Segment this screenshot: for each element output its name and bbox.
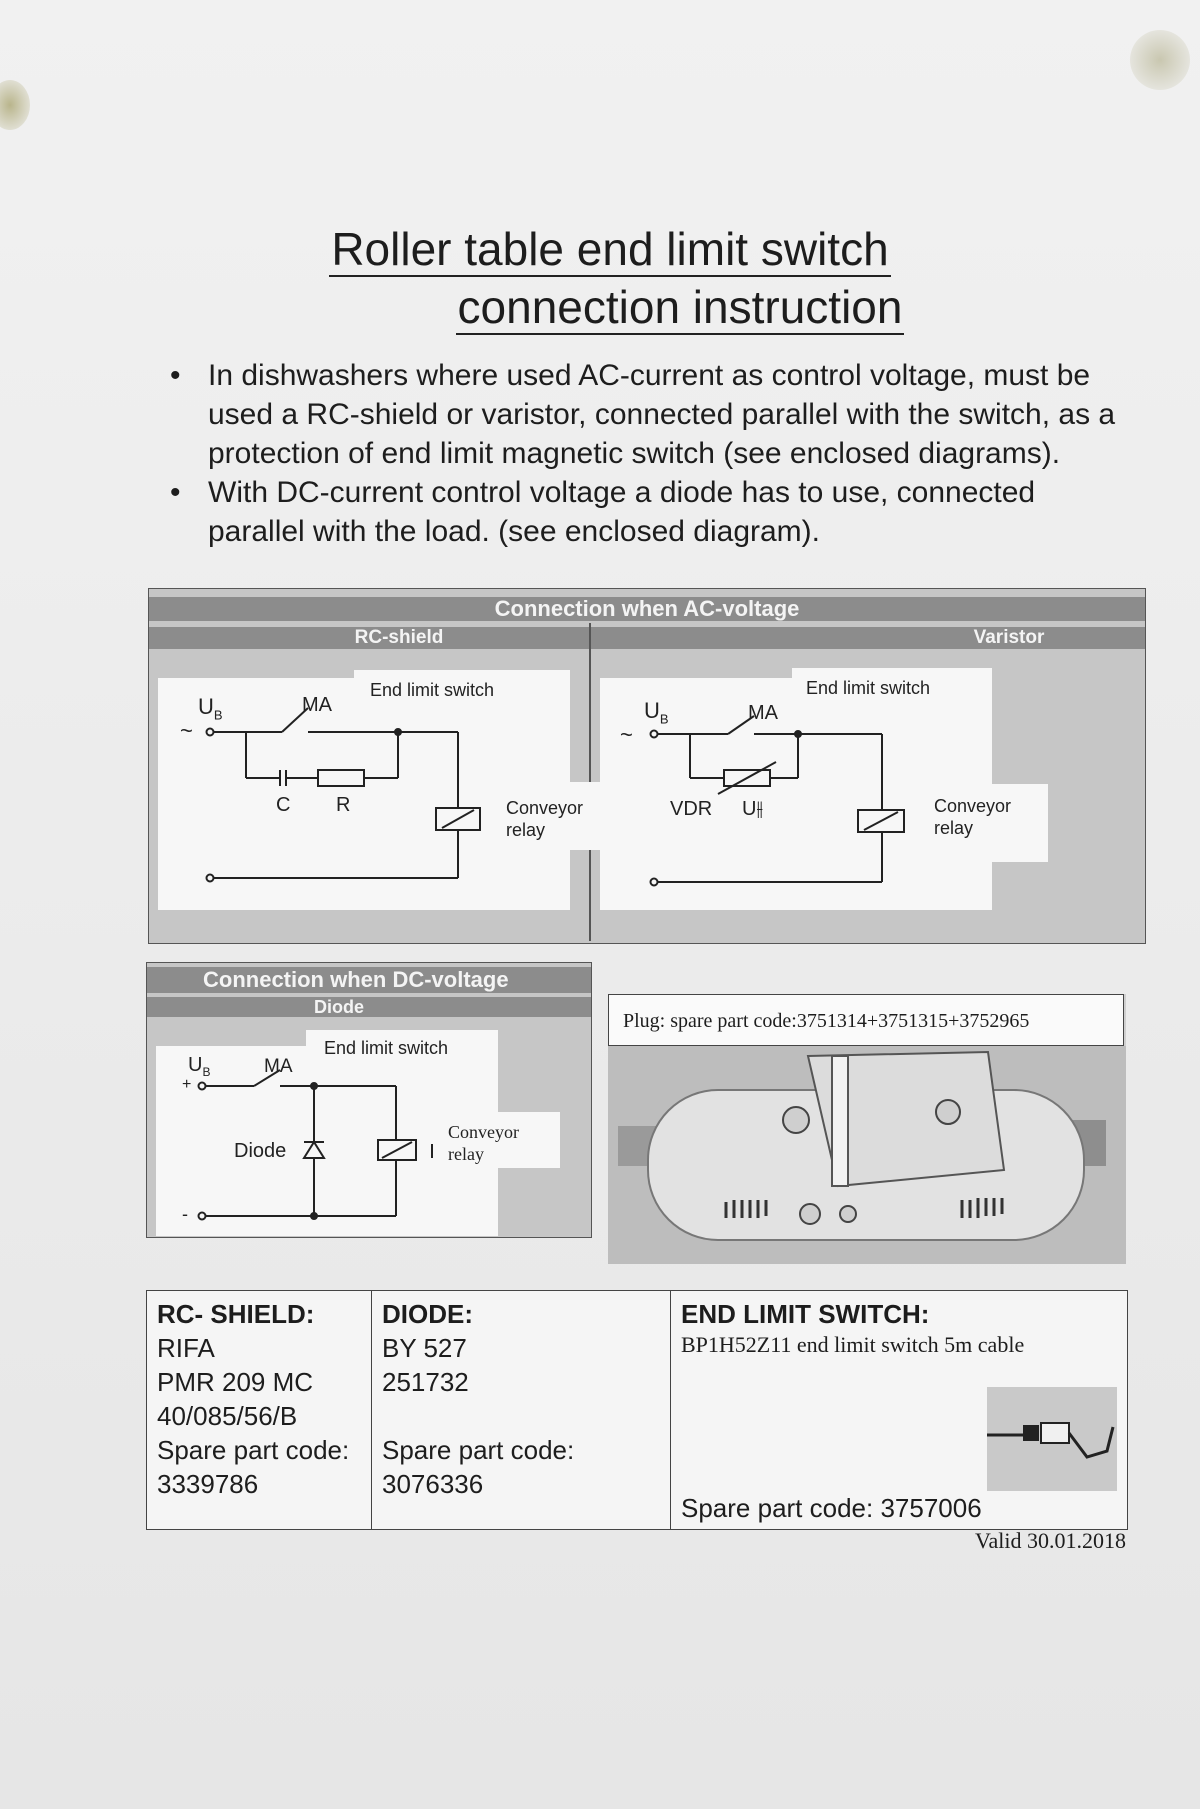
dc-minus: - — [182, 1204, 188, 1224]
varistor-heading: Varistor — [973, 627, 1045, 648]
dc-relay-label-2: relay — [448, 1144, 484, 1164]
varistor-switch-label: End limit switch — [806, 678, 931, 698]
bullet-ac: • In dishwashers where used AC-current as control voltage, must be used a RC-shield or varistor, connected parallel with the switch, as a protection of end limit magnetic switch (see enclosed diagrams). — [170, 356, 1130, 473]
rc-supply — [198, 694, 223, 722]
dc-supply-sub: B — [202, 1065, 211, 1079]
varistor-supply-sub: B — [659, 711, 669, 727]
title-text-1: Roller table end limit switch — [331, 223, 889, 275]
rc-supply-u: U — [198, 694, 214, 719]
dc-diode-label: Diode — [234, 1140, 287, 1162]
varistor-supply-u: U — [644, 698, 660, 723]
dc-heading: Connection when DC-voltage — [147, 967, 591, 993]
rc-shield-cell — [147, 1291, 372, 1530]
diode-cell — [372, 1291, 671, 1530]
rc-cap-label: C — [276, 794, 291, 816]
dc-contact-label: MA — [264, 1056, 293, 1077]
dc-sub: Diode — [147, 997, 591, 1017]
rc-res-label: R — [336, 794, 351, 816]
rc-heading: RC-shield — [354, 627, 444, 648]
diode-spacer — [382, 1399, 660, 1433]
plug-caption: Plug: spare part code:3751314+3751315+3752965 — [608, 994, 1124, 1046]
document-title-line2 — [0, 278, 1200, 336]
varistor-contact-label: MA — [748, 702, 778, 724]
diode-l2: 251732 — [382, 1367, 469, 1397]
instruction-list — [170, 356, 1130, 551]
diode-l1: BY 527 — [382, 1333, 467, 1363]
varistor-u-label: U⫲ — [742, 798, 763, 820]
end-limit-switch-desc: BP1H52Z11 end limit switch 5m cable — [681, 1332, 1025, 1357]
varistor-relay-label: Conveyor — [934, 796, 1012, 816]
rc-shield-l1: RIFA — [157, 1333, 215, 1363]
table-row — [147, 1291, 1128, 1530]
rc-shield-l3: 40/085/56/B — [157, 1401, 298, 1431]
title-text-2: connection instruction — [457, 281, 903, 333]
rc-shield-l2: PMR 209 MC — [157, 1367, 314, 1397]
rc-circuit — [158, 678, 598, 910]
rc-contact-label: MA — [302, 694, 332, 716]
dc-supply-u: U — [188, 1054, 203, 1076]
parts-table — [146, 1290, 1128, 1530]
diode-code: 3076336 — [382, 1469, 484, 1499]
end-limit-switch-cell — [671, 1291, 1128, 1530]
rc-supply-sub: B — [213, 707, 223, 723]
dc-relay-label: Conveyor — [448, 1122, 519, 1142]
ac-heading: Connection when AC-voltage — [149, 597, 1145, 621]
rc-relay-label-2: relay — [506, 820, 546, 840]
bullet-dc: • With DC-current control voltage a diode has to use, connected parallel with the load. (see enclosed diagram). — [170, 473, 1130, 551]
rc-relay-label: Conveyor — [506, 798, 584, 818]
end-limit-switch-photo — [987, 1387, 1117, 1491]
diode-l4: Spare part code: — [382, 1435, 575, 1465]
dc-supply — [188, 1054, 210, 1079]
rc-tilde: ~ — [180, 718, 193, 743]
varistor-relay-label-2: relay — [934, 818, 974, 838]
varistor-vdr-label: VDR — [670, 798, 713, 820]
varistor-supply — [644, 698, 669, 726]
rc-switch-label: End limit switch — [370, 680, 495, 700]
rc-shield-l4: Spare part code: — [157, 1435, 350, 1465]
document-title-line1 — [0, 220, 1200, 278]
dc-switch-label: End limit switch — [324, 1038, 449, 1058]
end-limit-switch-header: END LIMIT SWITCH: — [681, 1299, 930, 1329]
diode-header: DIODE: — [382, 1299, 473, 1329]
rc-shield-code: 3339786 — [157, 1469, 259, 1499]
dc-plus: + — [182, 1076, 192, 1093]
rc-shield-header: RC- SHIELD: — [157, 1299, 315, 1329]
end-limit-switch-code: Spare part code: 3757006 — [681, 1493, 982, 1523]
paper-stain — [0, 80, 30, 130]
paper-stain — [1130, 30, 1190, 90]
varistor-tilde: ~ — [620, 722, 633, 747]
valid-date: Valid 30.01.2018 — [975, 1528, 1126, 1553]
